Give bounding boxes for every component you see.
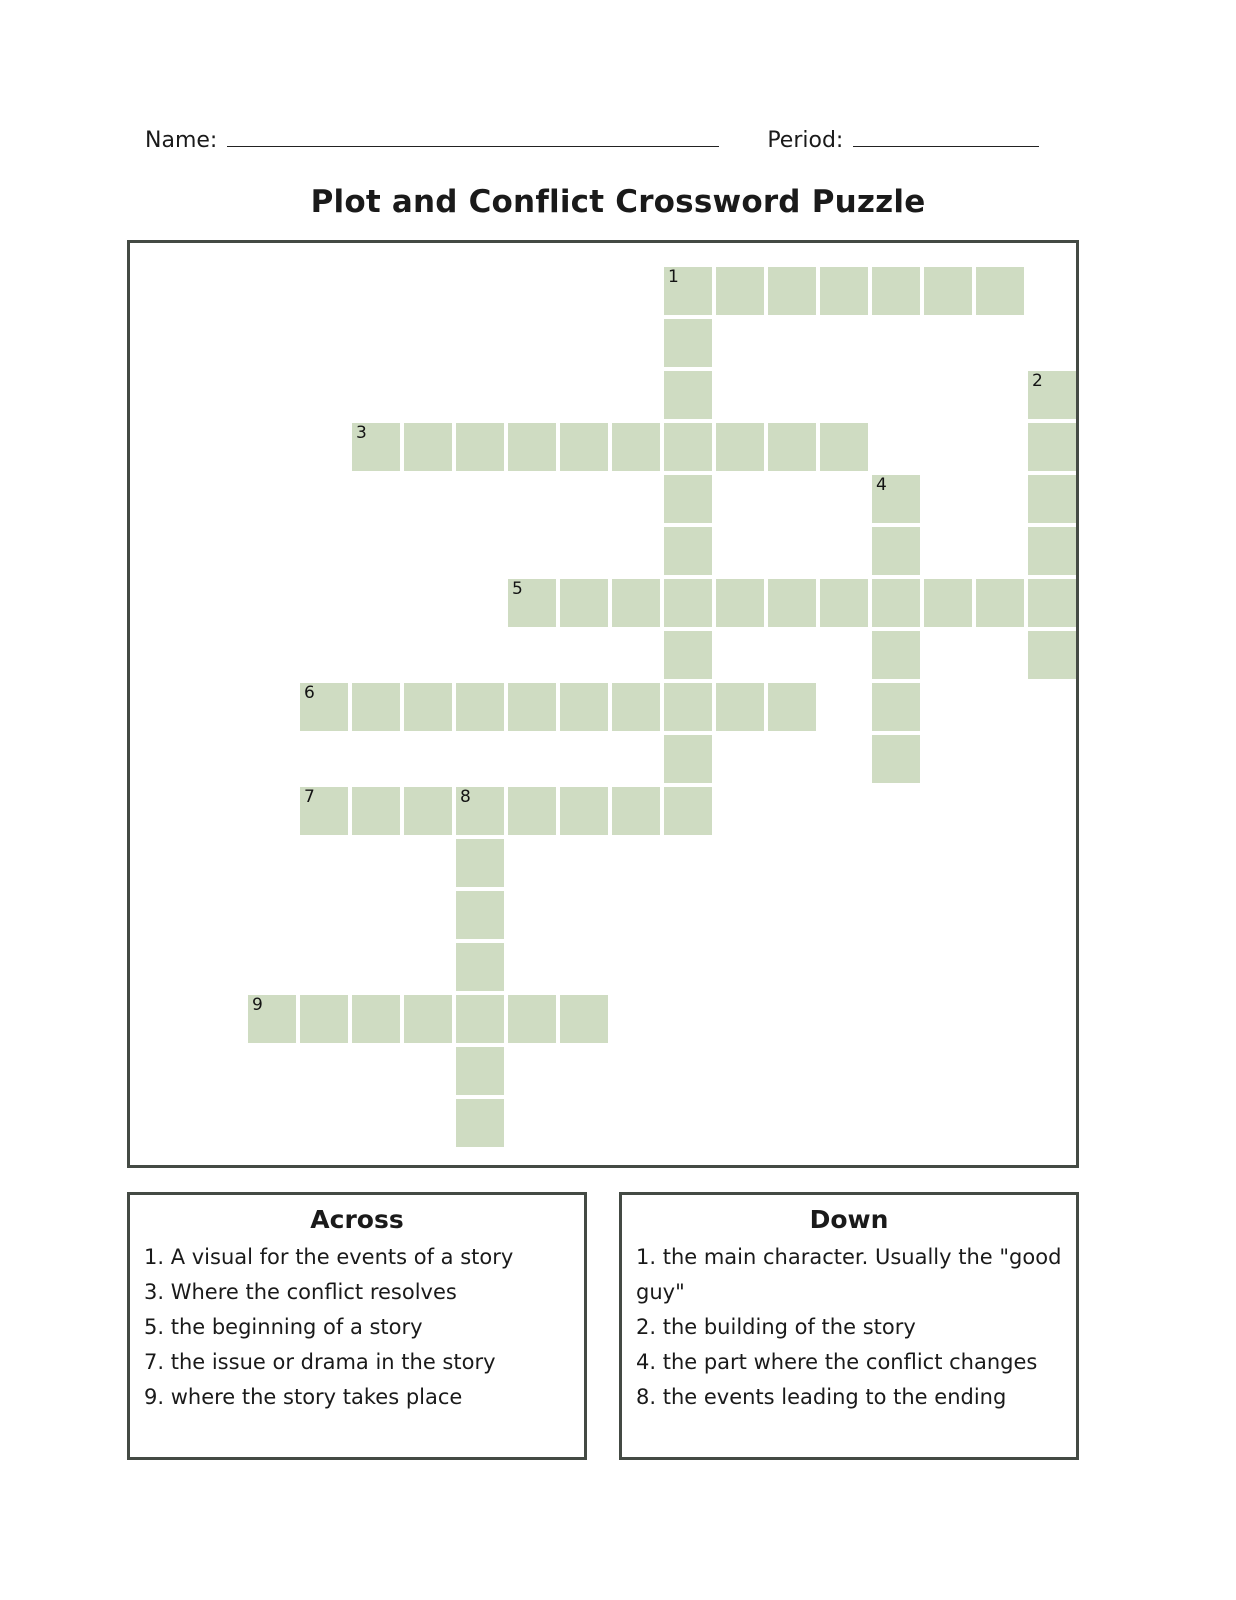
crossword-cell[interactable]	[664, 579, 712, 627]
crossword-cell[interactable]	[1028, 527, 1076, 575]
crossword-cell[interactable]	[872, 683, 920, 731]
crossword-cell[interactable]	[664, 319, 712, 367]
crossword-cell[interactable]	[924, 267, 972, 315]
crossword-cell[interactable]	[872, 579, 920, 627]
crossword-cell[interactable]	[404, 995, 452, 1043]
crossword-cell[interactable]	[456, 995, 504, 1043]
crossword-cell[interactable]	[456, 787, 504, 835]
down-clue-item: 8. the events leading to the ending	[636, 1385, 1007, 1409]
cell-number: 2	[1032, 371, 1043, 391]
crossword-cell[interactable]	[664, 735, 712, 783]
crossword-cell[interactable]	[976, 267, 1024, 315]
crossword-cell[interactable]	[716, 267, 764, 315]
crossword-cell[interactable]	[456, 423, 504, 471]
crossword-cell[interactable]	[456, 1047, 504, 1095]
crossword-cell[interactable]	[352, 995, 400, 1043]
crossword-cell[interactable]	[664, 787, 712, 835]
crossword-cell[interactable]	[664, 527, 712, 575]
crossword-cell[interactable]	[1028, 371, 1076, 419]
period-label: Period:	[767, 128, 844, 153]
cell-number: 8	[460, 787, 471, 807]
across-clues-box	[127, 1192, 587, 1460]
crossword-cell[interactable]	[300, 995, 348, 1043]
crossword-cell[interactable]	[456, 839, 504, 887]
crossword-cell[interactable]	[352, 683, 400, 731]
crossword-cell[interactable]	[768, 267, 816, 315]
crossword-cell[interactable]	[1028, 475, 1076, 523]
crossword-cell[interactable]	[456, 683, 504, 731]
name-label: Name:	[145, 128, 218, 153]
crossword-cell[interactable]	[664, 423, 712, 471]
down-heading: Down	[809, 1205, 889, 1234]
across-clue-list	[144, 1240, 570, 1415]
crossword-cell[interactable]	[716, 423, 764, 471]
cell-number: 9	[252, 995, 263, 1015]
across-clue-item: 3. Where the conflict resolves	[144, 1280, 457, 1304]
crossword-cell[interactable]	[768, 579, 816, 627]
crossword-cell[interactable]	[456, 943, 504, 991]
cell-number: 4	[876, 475, 887, 495]
cell-number: 1	[668, 267, 679, 287]
crossword-cell[interactable]	[1028, 631, 1076, 679]
period-input-line[interactable]	[853, 145, 1039, 147]
crossword-cell[interactable]	[768, 683, 816, 731]
across-heading: Across	[310, 1205, 404, 1234]
crossword-cell[interactable]	[404, 787, 452, 835]
crossword-cell[interactable]	[352, 423, 400, 471]
crossword-cell[interactable]	[872, 267, 920, 315]
crossword-cell[interactable]	[560, 995, 608, 1043]
crossword-cell[interactable]	[300, 787, 348, 835]
crossword-cell[interactable]	[508, 579, 556, 627]
crossword-cell[interactable]	[508, 995, 556, 1043]
crossword-cell[interactable]	[612, 579, 660, 627]
crossword-cell[interactable]	[924, 579, 972, 627]
crossword-cell[interactable]	[612, 787, 660, 835]
crossword-cell[interactable]	[456, 1099, 504, 1147]
crossword-grid	[127, 240, 1079, 1168]
crossword-cell[interactable]	[820, 579, 868, 627]
crossword-cell[interactable]	[872, 527, 920, 575]
crossword-cell[interactable]	[300, 683, 348, 731]
crossword-cell[interactable]	[1028, 579, 1076, 627]
across-clue-item: 9. where the story takes place	[144, 1385, 463, 1409]
crossword-cell[interactable]	[716, 683, 764, 731]
crossword-cell[interactable]	[560, 787, 608, 835]
crossword-cell[interactable]	[560, 423, 608, 471]
crossword-cell[interactable]	[664, 475, 712, 523]
crossword-cell[interactable]	[872, 735, 920, 783]
crossword-cell[interactable]	[560, 683, 608, 731]
crossword-cell[interactable]	[664, 371, 712, 419]
down-clue-item: 1. the main character. Usually the "good guy"	[636, 1245, 1062, 1304]
cell-number: 7	[304, 787, 315, 807]
across-clue-item: 5. the beginning of a story	[144, 1315, 423, 1339]
crossword-cell[interactable]	[404, 423, 452, 471]
crossword-cell[interactable]	[612, 683, 660, 731]
crossword-cell[interactable]	[1028, 423, 1076, 471]
crossword-cell[interactable]	[872, 475, 920, 523]
across-clue-item: 7. the issue or drama in the story	[144, 1350, 496, 1374]
across-clue-item: 1. A visual for the events of a story	[144, 1245, 514, 1269]
crossword-cell[interactable]	[664, 683, 712, 731]
cell-number: 3	[356, 423, 367, 443]
student-info-row	[145, 128, 1065, 153]
crossword-cell[interactable]	[508, 423, 556, 471]
crossword-cell[interactable]	[664, 267, 712, 315]
cell-number: 6	[304, 683, 315, 703]
crossword-cell[interactable]	[976, 579, 1024, 627]
crossword-cell[interactable]	[404, 683, 452, 731]
crossword-cell[interactable]	[612, 423, 660, 471]
crossword-cell[interactable]	[664, 631, 712, 679]
crossword-cell[interactable]	[456, 891, 504, 939]
crossword-cell[interactable]	[352, 787, 400, 835]
down-clue-list	[636, 1240, 1062, 1415]
name-input-line[interactable]	[227, 145, 719, 147]
crossword-cell[interactable]	[872, 631, 920, 679]
crossword-cell[interactable]	[508, 787, 556, 835]
crossword-cell[interactable]	[820, 423, 868, 471]
crossword-cell[interactable]	[508, 683, 556, 731]
down-clues-box	[619, 1192, 1079, 1460]
crossword-cell[interactable]	[560, 579, 608, 627]
down-clue-item: 4. the part where the conflict changes	[636, 1350, 1038, 1374]
cell-number: 5	[512, 579, 523, 599]
crossword-cells-container	[130, 243, 1076, 1165]
page-title: Plot and Conflict Crossword Puzzle	[310, 184, 926, 220]
crossword-cell[interactable]	[768, 423, 816, 471]
crossword-cell[interactable]	[248, 995, 296, 1043]
down-clue-item: 2. the building of the story	[636, 1315, 916, 1339]
crossword-cell[interactable]	[820, 267, 868, 315]
crossword-cell[interactable]	[716, 579, 764, 627]
